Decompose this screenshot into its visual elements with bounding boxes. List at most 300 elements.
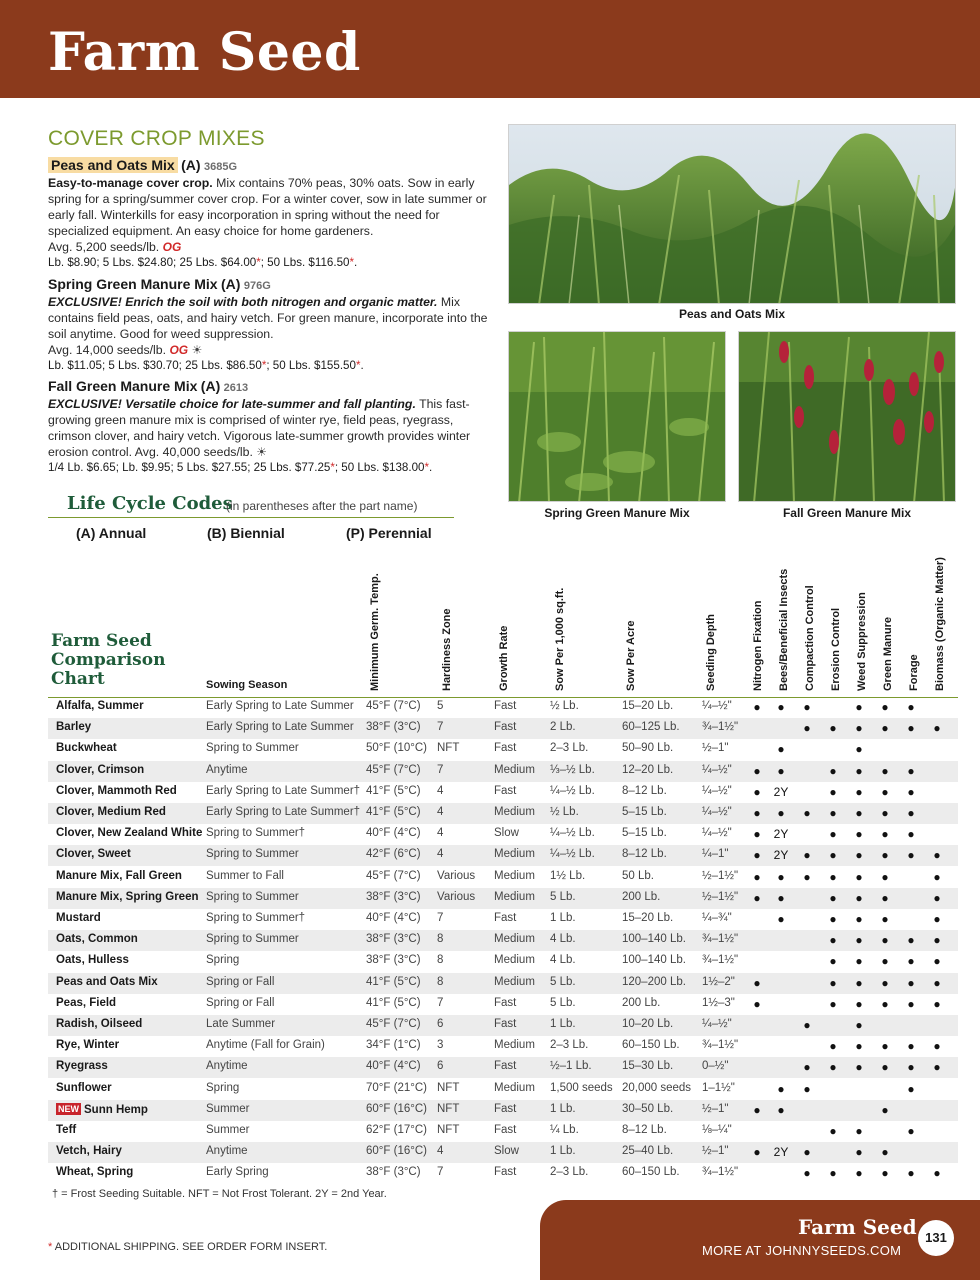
cell-rate: Medium: [494, 1081, 535, 1094]
cell-sow1000: 1 Lb.: [550, 1145, 576, 1158]
bees-beneficial-insects-dot: ●: [777, 912, 785, 926]
bees-beneficial-insects-dot: 2Y: [773, 1145, 789, 1160]
biomass-dot: ●: [933, 933, 941, 948]
cell-acre: 25–40 Lb.: [622, 1145, 674, 1158]
forage-dot: ●: [907, 700, 915, 714]
green-manure-dot: ●: [881, 848, 889, 863]
cell-acre: 12–20 Lb.: [622, 763, 674, 776]
table-row: [48, 824, 958, 845]
cell-season: Anytime: [206, 1145, 248, 1158]
cell-temp: 38°F (3°C): [366, 954, 421, 967]
cell-acre: 50–90 Lb.: [622, 742, 674, 755]
new-badge: NEW: [58, 1103, 79, 1114]
footer-link[interactable]: MORE AT JOHNNYSEEDS.COM: [702, 1243, 902, 1258]
cell-depth: ¾–1½": [702, 1166, 739, 1179]
cell-sow1000: 5 Lb.: [550, 975, 576, 988]
cell-rate: Fast: [494, 1102, 517, 1115]
green-manure-dot: ●: [881, 721, 889, 736]
weed-suppression-dot: ●: [855, 1124, 863, 1138]
cell-sow1000: ½ Lb.: [550, 806, 579, 818]
forage-dot: ●: [907, 1124, 915, 1138]
cell-depth: 0–½": [702, 1060, 729, 1073]
product-prices: Lb. $8.90; 5 Lbs. $24.80; 25 Lbs. $64.00*; 50 Lbs. $116.50*.: [48, 256, 358, 269]
cell-sow1000: 1½ Lb.: [550, 869, 586, 882]
cell-name: Barley: [56, 721, 92, 734]
cell-zone: 5: [437, 700, 444, 712]
cell-name: [56, 1103, 148, 1116]
cell-season: Anytime: [206, 763, 248, 776]
cell-season: Early Spring to Late Summer: [206, 700, 354, 712]
forage-dot: ●: [907, 1060, 915, 1075]
cell-zone: 8: [437, 975, 444, 988]
product-description: Mix contains field peas, oats, and hairy vetch. For green manure, incorporate into the soil anytime. Good for weed suppression.: [48, 295, 488, 341]
forage-dot: ●: [907, 954, 915, 969]
bees-beneficial-insects-dot: ●: [777, 1081, 785, 1096]
cell-temp: 60°F (16°C): [366, 1102, 427, 1115]
cell-depth: ¼–1": [702, 848, 729, 861]
cell-temp: 42°F (6°C): [366, 848, 421, 861]
cell-rate: Fast: [494, 1166, 517, 1179]
cell-rate: Medium: [494, 975, 535, 988]
cell-depth: ¼–½": [702, 763, 732, 776]
cell-depth: ¾–1½": [702, 933, 739, 946]
cell-sow1000: 1 Lb.: [550, 912, 576, 924]
photo-caption: Peas and Oats Mix: [678, 307, 786, 321]
footer-title: Farm Seed: [798, 1215, 917, 1239]
cell-zone: 7: [437, 912, 444, 924]
erosion-control-dot: ●: [829, 721, 837, 736]
cell-sow1000: 4 Lb.: [550, 954, 576, 967]
cell-temp: 70°F (21°C): [366, 1081, 427, 1094]
cell-zone: NFT: [437, 1081, 460, 1094]
cell-sow1000: 2 Lb.: [550, 721, 576, 734]
cell-temp: 34°F (1°C): [366, 1039, 421, 1052]
compaction-control-dot: ●: [803, 848, 811, 863]
compaction-control-dot: ●: [803, 1081, 811, 1096]
weed-suppression-dot: ●: [855, 1018, 863, 1032]
cell-sow1000: ¼ Lb.: [550, 1124, 579, 1136]
footer-band: [540, 1200, 980, 1280]
cell-temp: 41°F (5°C): [366, 784, 421, 797]
cell-zone: NFT: [437, 1124, 460, 1136]
cell-temp: 45°F (7°C): [366, 700, 421, 712]
cell-zone: NFT: [437, 742, 460, 755]
shipping-note: [48, 1241, 327, 1253]
biomass-dot: ●: [933, 721, 941, 736]
biomass-dot: ●: [933, 954, 941, 969]
nitrogen-fixation-dot: ●: [753, 784, 761, 799]
cell-rate: Fast: [494, 784, 517, 797]
column-header: Sow Per 1,000 sq.ft.: [554, 587, 566, 691]
erosion-control-dot: ●: [829, 996, 837, 1011]
cell-acre: 50 Lb.: [622, 869, 654, 882]
cell-sow1000: 5 Lb.: [550, 890, 576, 903]
cell-depth: 1½–3": [702, 996, 735, 1009]
product-name: Spring Green Manure Mix: [48, 276, 218, 292]
product-seeds-per-lb: Avg. 14,000 seeds/lb.: [48, 343, 167, 357]
cell-zone: Various: [437, 869, 476, 882]
cell-depth: ½–1": [702, 1102, 729, 1115]
cell-zone: 8: [437, 933, 444, 946]
cell-acre: 60–125 Lb.: [622, 721, 680, 734]
table-row: [48, 739, 958, 760]
cell-temp: 41°F (5°C): [366, 975, 421, 988]
weed-suppression-dot: ●: [855, 954, 863, 969]
weed-suppression-dot: ●: [855, 890, 863, 905]
cell-season: Early Spring to Late Summer†: [206, 806, 361, 818]
cell-sow1000: 1 Lb.: [550, 1102, 576, 1115]
product-code: 2613: [223, 382, 249, 394]
cell-season: Anytime: [206, 1060, 248, 1073]
cell-name: Clover, Sweet: [56, 848, 131, 861]
green-manure-dot: ●: [881, 827, 889, 842]
erosion-control-dot: ●: [829, 848, 837, 863]
cell-acre: 200 Lb.: [622, 996, 661, 1009]
cell-rate: Fast: [494, 996, 517, 1009]
cell-zone: 7: [437, 1166, 444, 1179]
cell-rate: Medium: [494, 848, 535, 861]
bees-beneficial-insects-dot: ●: [777, 742, 785, 757]
erosion-control-dot: ●: [829, 933, 837, 948]
cell-acre: 120–200 Lb.: [622, 975, 686, 988]
shipping-note-text: ADDITIONAL SHIPPING. SEE ORDER FORM INSERT.: [52, 1241, 328, 1253]
column-header: Forage: [908, 654, 920, 691]
chart-title: Farm Seed Comparison Chart: [51, 631, 166, 689]
cell-season: Summer: [206, 1124, 250, 1136]
cell-season: Summer to Fall: [206, 869, 284, 882]
cell-rate: Medium: [494, 763, 535, 776]
compaction-control-dot: ●: [803, 700, 811, 714]
cell-season: Spring or Fall: [206, 996, 275, 1009]
cell-name: Clover, Mammoth Red: [56, 784, 177, 797]
cell-name: Mustard: [56, 912, 101, 924]
table-row: [48, 994, 958, 1015]
sun-symbol-icon: ☀: [256, 445, 268, 459]
forage-dot: ●: [907, 996, 915, 1011]
cell-season: Spring or Fall: [206, 975, 275, 988]
green-manure-dot: ●: [881, 1145, 889, 1160]
forage-dot: ●: [907, 848, 915, 863]
weed-suppression-dot: ●: [855, 869, 863, 884]
table-row: [48, 930, 958, 951]
cell-zone: 8: [437, 954, 444, 967]
green-manure-dot: ●: [881, 1166, 889, 1181]
cell-acre: 8–12 Lb.: [622, 848, 667, 861]
erosion-control-dot: ●: [829, 954, 837, 969]
green-manure-dot: ●: [881, 996, 889, 1011]
cell-rate: Fast: [494, 700, 517, 712]
cell-temp: 60°F (16°C): [366, 1145, 427, 1158]
cell-rate: Fast: [494, 721, 517, 734]
erosion-control-dot: ●: [829, 975, 837, 990]
cell-season: Early Spring to Late Summer: [206, 721, 354, 734]
cell-sow1000: ¼–½ Lb.: [550, 827, 595, 840]
table-row: [48, 782, 958, 803]
forage-dot: ●: [907, 1166, 915, 1181]
cell-depth: 1–1½": [702, 1081, 735, 1094]
product-name: Peas and Oats Mix: [48, 157, 178, 173]
bees-beneficial-insects-dot: ●: [777, 700, 785, 714]
cell-sow1000: 1,500 seeds: [550, 1081, 613, 1094]
sun-symbol-icon: ☀: [191, 343, 203, 357]
photo-peas-oats-mix: [508, 124, 956, 304]
cell-sow1000: 5 Lb.: [550, 996, 576, 1009]
cell-temp: 41°F (5°C): [366, 996, 421, 1009]
cell-name: Vetch, Hairy: [56, 1145, 122, 1158]
cell-temp: 40°F (4°C): [366, 912, 421, 924]
cell-rate: Medium: [494, 933, 535, 946]
cell-season: Early Spring: [206, 1166, 269, 1179]
weed-suppression-dot: ●: [855, 912, 863, 926]
cell-rate: Medium: [494, 806, 535, 818]
cell-acre: 100–140 Lb.: [622, 954, 686, 967]
life-cycle-note: (in parentheses after the part name): [226, 499, 418, 513]
cell-temp: 38°F (3°C): [366, 1166, 421, 1179]
cell-name: Sunflower: [56, 1081, 112, 1094]
weed-suppression-dot: ●: [855, 1060, 863, 1075]
column-header: Weed Suppression: [856, 592, 868, 691]
weed-suppression-dot: ●: [855, 1145, 863, 1160]
cell-season: Spring to Summer†: [206, 827, 306, 840]
bees-beneficial-insects-dot: ●: [777, 806, 785, 820]
cell-season: Spring to Summer: [206, 933, 299, 946]
product-seeds-per-lb: Avg. 5,200 seeds/lb.: [48, 240, 160, 254]
cell-depth: ¾–1½": [702, 954, 739, 967]
cell-name: Manure Mix, Spring Green: [56, 890, 199, 903]
page-number: 131: [918, 1220, 954, 1256]
product-lead: EXCLUSIVE! Versatile choice for late-summer and fall planting.: [48, 397, 416, 411]
cell-depth: ¾–1½": [702, 1039, 739, 1052]
cell-name: Peas, Field: [56, 996, 117, 1009]
cell-season: Spring: [206, 1081, 240, 1094]
cell-zone: 7: [437, 763, 444, 776]
erosion-control-dot: ●: [829, 806, 837, 820]
cell-depth: ½–1": [702, 1145, 729, 1158]
column-header: Green Manure: [882, 617, 894, 691]
cell-sow1000: 4 Lb.: [550, 933, 576, 946]
photo-spring-green-manure-mix: [508, 331, 726, 502]
cell-acre: 60–150 Lb.: [622, 1166, 680, 1179]
biomass-dot: ●: [933, 975, 941, 990]
erosion-control-dot: ●: [829, 763, 837, 778]
nitrogen-fixation-dot: ●: [753, 996, 761, 1011]
cell-rate: Fast: [494, 1060, 517, 1073]
cell-name: Clover, Medium Red: [56, 806, 166, 818]
photo-caption: Fall Green Manure Mix: [782, 506, 912, 520]
product-description: Mix contains 70% peas, 30% oats. Sow in early spring for a spring/summer cover crop. For a winter cover, sow in late summer or early fall. Winterkills for easy incorporation in spring without the need for specialized equipment. An easy choice for home gardeners.: [48, 176, 487, 238]
photo-caption: Spring Green Manure Mix: [544, 506, 690, 520]
bees-beneficial-insects-dot: ●: [777, 890, 785, 905]
cell-depth: 1½–2": [702, 975, 735, 988]
cell-temp: 45°F (7°C): [366, 763, 421, 776]
crop-name: Sunn Hemp: [84, 1103, 148, 1116]
cell-season: Early Spring to Late Summer†: [206, 784, 361, 797]
cell-name: Manure Mix, Fall Green: [56, 869, 182, 882]
cell-zone: NFT: [437, 1102, 460, 1115]
biomass-dot: ●: [933, 869, 941, 884]
forage-dot: ●: [907, 1081, 915, 1096]
life-cycle-code-annual: (A) Annual: [76, 525, 147, 541]
cell-zone: 6: [437, 1060, 444, 1073]
compaction-control-dot: ●: [803, 1018, 811, 1032]
cell-name: Wheat, Spring: [56, 1166, 134, 1179]
nitrogen-fixation-dot: ●: [753, 700, 761, 714]
nitrogen-fixation-dot: ●: [753, 1102, 761, 1117]
nitrogen-fixation-dot: ●: [753, 890, 761, 905]
organic-badge-icon: OG: [162, 240, 182, 254]
cell-acre: 5–15 Lb.: [622, 806, 667, 818]
nitrogen-fixation-dot: ●: [753, 848, 761, 863]
cell-name: Buckwheat: [56, 742, 117, 755]
organic-badge-icon: OG: [169, 343, 189, 357]
forage-dot: ●: [907, 784, 915, 799]
cell-acre: 15–20 Lb.: [622, 700, 674, 712]
product-peas-oats-mix: [48, 157, 488, 271]
cell-sow1000: 2–3 Lb.: [550, 1166, 589, 1179]
weed-suppression-dot: ●: [855, 784, 863, 799]
product-cycle: (A): [221, 276, 241, 292]
cell-name: Radish, Oilseed: [56, 1018, 143, 1030]
cell-season: Spring to Summer: [206, 848, 299, 861]
table-row: [48, 718, 958, 739]
cell-rate: Fast: [494, 912, 517, 924]
compaction-control-dot: ●: [803, 806, 811, 820]
column-header: Compaction Control: [804, 585, 816, 691]
cell-temp: 62°F (17°C): [366, 1124, 427, 1136]
cell-name: Oats, Hulless: [56, 954, 129, 967]
cell-acre: 100–140 Lb.: [622, 933, 686, 946]
table-row: [48, 1036, 958, 1057]
cell-depth: ⅛–¼": [702, 1124, 732, 1136]
biomass-dot: ●: [933, 1060, 941, 1075]
green-manure-dot: ●: [881, 1060, 889, 1075]
biomass-dot: ●: [933, 890, 941, 905]
biomass-dot: ●: [933, 996, 941, 1011]
table-row: [48, 909, 958, 930]
forage-dot: ●: [907, 721, 915, 736]
table-row: [48, 697, 958, 718]
cell-rate: Medium: [494, 954, 535, 967]
table-row: [48, 888, 958, 909]
cell-rate: Medium: [494, 1039, 535, 1052]
life-cycle-title: Life Cycle Codes: [67, 493, 233, 514]
table-row: [48, 973, 958, 994]
cell-depth: ¼–½": [702, 806, 732, 818]
column-header: Sow Per Acre: [625, 620, 637, 691]
product-fall-green-manure-mix: [48, 378, 488, 476]
cell-zone: 7: [437, 996, 444, 1009]
bees-beneficial-insects-dot: 2Y: [773, 784, 789, 799]
forage-dot: ●: [907, 806, 915, 820]
green-manure-dot: ●: [881, 869, 889, 884]
product-cycle: (A): [200, 378, 221, 394]
green-manure-dot: ●: [881, 763, 889, 778]
green-manure-dot: ●: [881, 890, 889, 905]
cell-name: Teff: [56, 1124, 77, 1136]
cell-acre: 8–12 Lb.: [622, 784, 667, 797]
weed-suppression-dot: ●: [855, 827, 863, 842]
cell-acre: 15–30 Lb.: [622, 1060, 674, 1073]
cell-temp: 38°F (3°C): [366, 933, 421, 946]
cell-depth: ¼–½": [702, 700, 732, 712]
cell-depth: ¼–½": [702, 784, 732, 797]
cell-name: Clover, Crimson: [56, 763, 145, 776]
cell-name: Alfalfa, Summer: [56, 700, 144, 712]
page-title: Farm Seed: [48, 22, 361, 83]
table-row: [48, 951, 958, 972]
cell-rate: Fast: [494, 1018, 517, 1030]
cell-sow1000: ½ Lb.: [550, 700, 579, 712]
product-cycle: (A): [181, 157, 201, 173]
column-header: Bees/Beneficial Insects: [778, 568, 790, 691]
nitrogen-fixation-dot: ●: [753, 827, 761, 842]
cell-temp: 50°F (10°C): [366, 742, 427, 755]
cell-depth: ¼–¾": [702, 912, 732, 924]
life-cycle-code-perennial: (P) Perennial: [346, 525, 432, 541]
forage-dot: ●: [907, 763, 915, 778]
cell-zone: 4: [437, 848, 444, 861]
bees-beneficial-insects-dot: 2Y: [773, 848, 789, 863]
compaction-control-dot: ●: [803, 1060, 811, 1075]
cell-name: Ryegrass: [56, 1060, 108, 1073]
cell-season: Spring to Summer: [206, 890, 299, 903]
cell-name: Peas and Oats Mix: [56, 975, 158, 988]
table-row: [48, 867, 958, 888]
cell-acre: 10–20 Lb.: [622, 1018, 674, 1030]
biomass-dot: ●: [933, 1166, 941, 1181]
green-manure-dot: ●: [881, 954, 889, 969]
cell-acre: 200 Lb.: [622, 890, 661, 903]
erosion-control-dot: ●: [829, 784, 837, 799]
cell-sow1000: ⅓–½ Lb.: [550, 763, 595, 776]
cell-zone: 6: [437, 1018, 444, 1030]
cell-rate: Medium: [494, 890, 535, 903]
green-manure-dot: ●: [881, 784, 889, 799]
cell-season: Spring to Summer: [206, 742, 299, 755]
column-header: Hardiness Zone: [441, 608, 453, 691]
column-header: Nitrogen Fixation: [752, 600, 764, 691]
nitrogen-fixation-dot: ●: [753, 975, 761, 990]
cell-acre: 5–15 Lb.: [622, 827, 667, 840]
nitrogen-fixation-dot: ●: [753, 1145, 761, 1160]
cell-sow1000: ½–1 Lb.: [550, 1060, 592, 1073]
weed-suppression-dot: ●: [855, 1166, 863, 1181]
green-manure-dot: ●: [881, 933, 889, 948]
nitrogen-fixation-dot: ●: [753, 806, 761, 820]
photo-fall-green-manure-mix: [738, 331, 956, 502]
compaction-control-dot: ●: [803, 1145, 811, 1160]
erosion-control-dot: ●: [829, 827, 837, 842]
product-name: Fall Green Manure Mix: [48, 378, 198, 394]
forage-dot: ●: [907, 975, 915, 990]
bees-beneficial-insects-dot: ●: [777, 869, 785, 884]
green-manure-dot: ●: [881, 1039, 889, 1054]
weed-suppression-dot: ●: [855, 700, 863, 714]
product-prices: Lb. $11.05; 5 Lbs. $30.70; 25 Lbs. $86.50*; 50 Lbs. $155.50*.: [48, 359, 364, 372]
cell-zone: 4: [437, 806, 444, 818]
weed-suppression-dot: ●: [855, 996, 863, 1011]
column-header: Biomass (Organic Matter): [934, 557, 946, 691]
erosion-control-dot: ●: [829, 912, 837, 926]
cell-name: Rye, Winter: [56, 1039, 120, 1052]
table-row: [48, 1015, 958, 1036]
cell-zone: 3: [437, 1039, 444, 1052]
weed-suppression-dot: ●: [855, 742, 863, 757]
weed-suppression-dot: ●: [855, 1039, 863, 1054]
table-row: [48, 1121, 958, 1142]
erosion-control-dot: ●: [829, 1124, 837, 1138]
compaction-control-dot: ●: [803, 721, 811, 736]
